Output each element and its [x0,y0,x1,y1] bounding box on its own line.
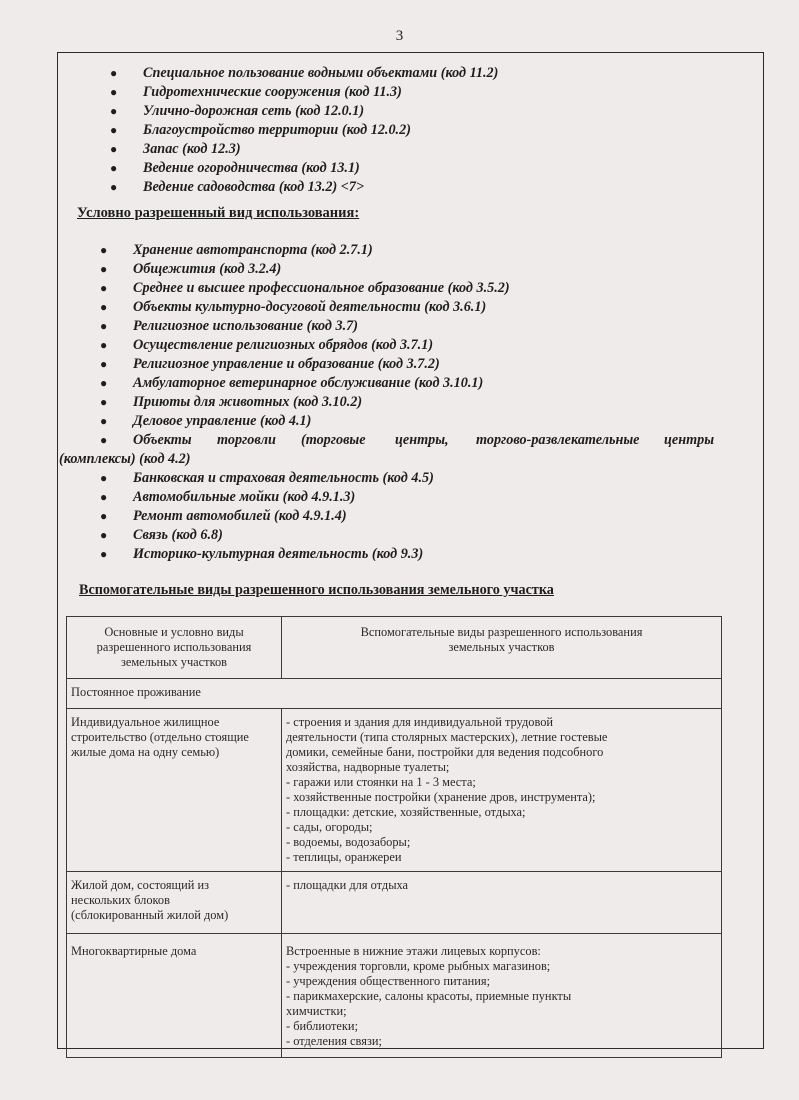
list-item: ● Религиозное управление и образование (код 3.7.2) [100,356,440,372]
list-item: ● Ремонт автомобилей (код 4.9.1.4) [100,508,347,524]
list-item: ● Гидротехнические сооружения (код 11.3) [110,84,402,100]
page-number: 3 [395,28,404,44]
bullet-icon: ● [110,123,118,137]
bullet-icon: ● [100,509,108,523]
bullet-icon: ● [110,180,118,194]
auxiliary-use-cell: - площадки для отдыха [282,872,722,934]
list-item: ● Ведение огородничества (код 13.1) [110,160,360,176]
section-permanent-residence: Постоянное проживание [67,679,722,709]
bullet-icon: ● [100,281,108,295]
table-row [67,709,722,872]
list-item: ● Связь (код 6.8) [100,527,223,543]
wrapped-item-word: центры, [395,432,449,448]
list-item: ● Приюты для животных (код 3.10.2) [100,394,363,410]
list-item: ● Осуществление религиозных обрядов (код 3.7.1) [100,337,434,353]
list-item: ● Ведение садоводства (код 13.2) <7> [110,179,365,195]
list-item: ● Специальное пользование водными объектами (код 11.2) [110,65,499,81]
bullet-icon: ● [100,376,108,390]
auxiliary-use-table [66,616,722,1058]
table-section-row [67,679,722,709]
bullet-icon: ● [110,104,118,118]
list-item: ● Религиозное использование (код 3.7) [100,318,358,334]
bullet-icon: ● [100,338,108,352]
list-item: ● Общежития (код 3.2.4) [100,261,282,277]
wrapped-item-continuation: (комплексы) (код 4.2) [59,451,191,467]
main-use-cell: Многоквартирные дома [67,934,282,1058]
list-item: ● Улично-дорожная сеть (код 12.0.1) [110,103,365,119]
list-item: ● Деловое управление (код 4.1) [100,413,312,429]
wrapped-item-word: центры [664,432,715,448]
header-main-uses: Основные и условно виды разрешенного использования земельных участков [67,617,282,679]
wrapped-item-word: торговли [217,432,276,448]
bullet-icon: ● [100,547,108,561]
list-item: ● Благоустройство территории (код 12.0.2) [110,122,411,138]
table-row [67,934,722,1058]
bullet-icon: ● [100,319,108,333]
table-header-row [67,617,722,679]
bullet-icon: ● [100,262,108,276]
main-use-cell: Индивидуальное жилищное строительство (отдельно стоящие жилые дома на одну семью) [67,709,282,872]
bullet-icon: ● [100,300,108,314]
list-item: ● Амбулаторное ветеринарное обслуживание (код 3.10.1) [100,375,484,391]
auxiliary-use-cell: Встроенные в нижние этажи лицевых корпусов: - учреждения торговли, кроме рыбных магазинов; - учреждения общественного питания; - парикмахерские, салоны красоты, приемные пункты химчистки; - библиотеки; - отделения связи; [282,934,722,1058]
conditional-use-heading: Условно разрешенный вид использования: [77,205,360,221]
bullet-icon: ● [100,243,108,257]
list-item: ● Запас (код 12.3) [110,141,241,157]
list-item: ● Банковская и страховая деятельность (код 4.5) [100,470,434,486]
bullet-icon: ● [100,433,108,447]
list-item: ● Объекты культурно-досуговой деятельности (код 3.6.1) [100,299,487,315]
header-auxiliary-uses: Вспомогательные виды разрешенного использования земельных участков [282,617,722,679]
list-item: ● Историко-культурная деятельность (код 9.3) [100,546,424,562]
main-use-cell: Жилой дом, состоящий из нескольких блоков (сблокированный жилой дом) [67,872,282,934]
auxiliary-use-heading: Вспомогательные виды разрешенного использования земельного участка [79,582,554,598]
bullet-icon: ● [100,414,108,428]
wrapped-item-word: (торговые [301,432,366,448]
bullet-icon: ● [110,85,118,99]
bullet-icon: ● [100,471,108,485]
wrapped-item-word: торгово-развлекательные [476,432,640,448]
bullet-icon: ● [100,528,108,542]
bullet-icon: ● [110,161,118,175]
bullet-icon: ● [110,142,118,156]
bullet-icon: ● [100,395,108,409]
bullet-icon: ● [100,490,108,504]
auxiliary-use-cell: - строения и здания для индивидуальной трудовой деятельности (типа столярных мастерских), летние гостевые домики, семейные бани, постройки для ведения подсобного хозяйства, надворные туалеты; - гаражи или стоянки на 1 - 3 места; - хозяйственные постройки (хранение дров, инструмента); - площадки: детские, хозяйственные, отдыха; - сады, огороды; - водоемы, водозаборы; - теплицы, оранжереи [282,709,722,872]
list-item: ● Среднее и высшее профессиональное образование (код 3.5.2) [100,280,510,296]
bullet-icon: ● [110,66,118,80]
wrapped-item-word: Объекты [133,432,192,448]
list-item: ● Хранение автотранспорта (код 2.7.1) [100,242,373,258]
list-item: ● Автомобильные мойки (код 4.9.1.3) [100,489,356,505]
table-row [67,872,722,934]
bullet-icon: ● [100,357,108,371]
